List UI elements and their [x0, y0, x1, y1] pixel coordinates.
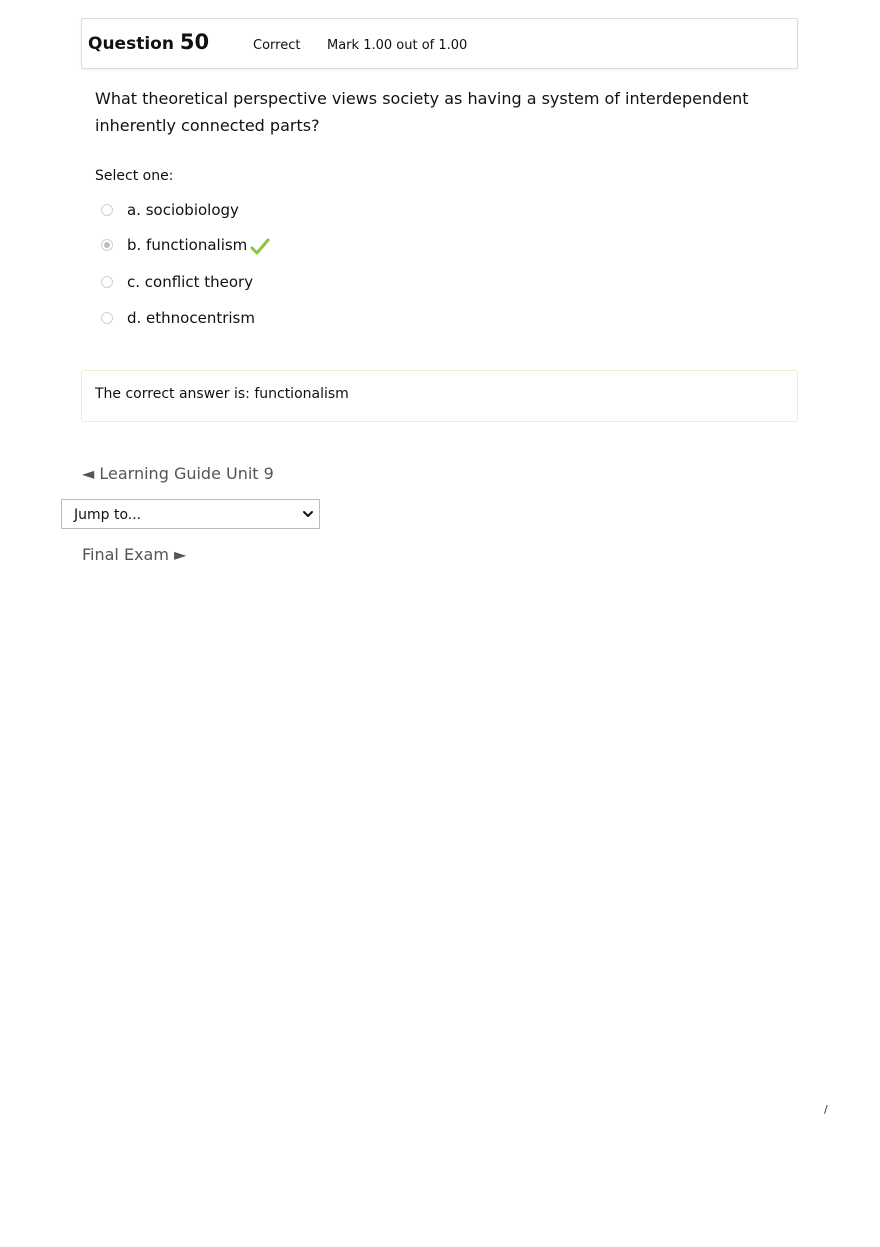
answer-label: c. conflict theory — [127, 273, 254, 291]
radio-button[interactable] — [101, 276, 113, 288]
answer-option-a[interactable] — [101, 200, 239, 220]
question-number: 50 — [179, 30, 210, 54]
radio-button[interactable] — [101, 204, 113, 216]
answer-label: b. functionalism — [127, 236, 248, 254]
next-activity-link[interactable]: Final Exam ► — [82, 545, 187, 564]
jump-to-select[interactable] — [61, 499, 320, 529]
feedback-box — [81, 370, 798, 422]
question-label: Question — [88, 34, 174, 54]
answer-label: d. ethnocentrism — [127, 309, 255, 327]
previous-activity-link[interactable]: ◄ Learning Guide Unit 9 — [82, 464, 274, 483]
question-state: Correct — [253, 38, 301, 53]
answer-label: a. sociobiology — [127, 201, 239, 219]
radio-button[interactable] — [101, 312, 113, 324]
right-answer-text: The correct answer is: functionalism — [95, 386, 349, 402]
check-icon — [250, 238, 270, 256]
jump-to-selected-value: Jump to... — [74, 507, 142, 523]
radio-button-selected[interactable] — [101, 239, 113, 251]
question-text: What theoretical perspective views society as having a system of interdependent inherently connected parts? — [95, 89, 749, 135]
chevron-down-icon — [302, 509, 314, 519]
answer-option-c[interactable] — [101, 272, 253, 292]
answer-option-b[interactable] — [101, 235, 270, 255]
question-info-box — [81, 18, 798, 69]
page-marker: / — [824, 1103, 828, 1116]
answer-option-d[interactable] — [101, 308, 255, 328]
answer-prompt: Select one: — [95, 168, 174, 184]
question-title — [88, 30, 209, 54]
question-grade: Mark 1.00 out of 1.00 — [327, 38, 468, 53]
